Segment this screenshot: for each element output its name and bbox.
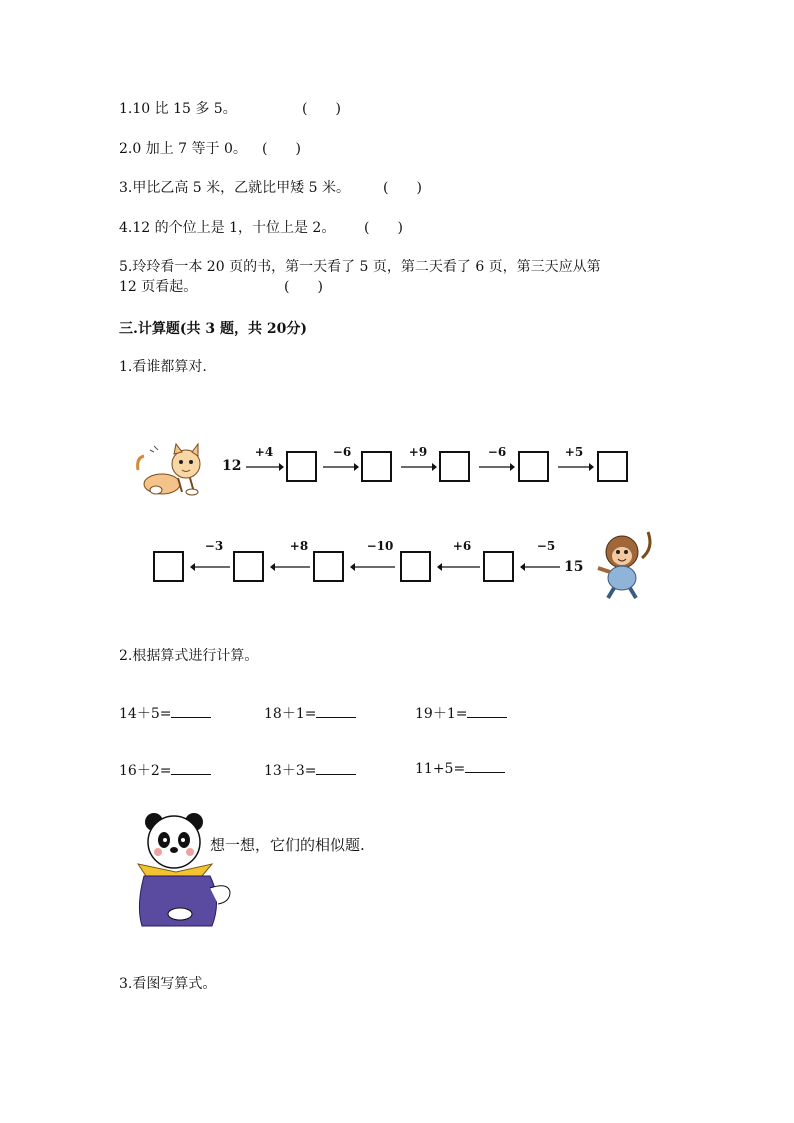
chain1-op: +9 <box>408 445 428 459</box>
question-text: 3.甲比乙高 5 米，乙就比甲矮 5 米。 <box>119 180 350 196</box>
chain2-op: +6 <box>452 539 472 553</box>
chain1-start: 12 <box>222 458 242 474</box>
panda-illustration <box>132 810 242 932</box>
question-1-title: 1.看谁都算对. <box>119 359 207 375</box>
question-text: 1.10 比 15 多 5。 <box>119 101 237 117</box>
chain1-op: +5 <box>564 445 584 459</box>
right-arrow-icon <box>246 462 284 472</box>
chain1-op: −6 <box>487 445 507 459</box>
answer-paren[interactable]: ( ) <box>262 141 301 157</box>
panda-speech: 想一想，它们的相似题. <box>210 836 365 854</box>
question-3-title: 3.看图写算式。 <box>119 976 217 992</box>
cat-illustration <box>134 440 214 500</box>
answer-box[interactable] <box>400 551 431 582</box>
chain1-op: +4 <box>254 445 274 459</box>
judgement-q3 <box>119 177 350 197</box>
left-arrow-icon <box>437 562 480 572</box>
chain2-start: 15 <box>564 559 584 575</box>
equation-text: 18＋1= <box>264 706 317 722</box>
equation-text: 16＋2= <box>119 763 172 779</box>
question-text: 2.0 加上 7 等于 0。 <box>119 141 247 157</box>
answer-box[interactable] <box>483 551 514 582</box>
equation-text: 19＋1= <box>415 706 468 722</box>
answer-blank[interactable] <box>467 705 507 718</box>
left-arrow-icon <box>270 562 310 572</box>
equation <box>415 760 505 777</box>
equation <box>119 760 211 780</box>
question-text: 12 页看起。 <box>119 279 198 295</box>
left-arrow-icon <box>520 562 560 572</box>
chain1-op: −6 <box>332 445 352 459</box>
answer-blank[interactable] <box>465 760 505 773</box>
equation <box>264 703 356 723</box>
judgement-q5-line2 <box>119 276 197 296</box>
answer-box[interactable] <box>233 551 264 582</box>
judgement-q5 <box>119 256 601 276</box>
left-arrow-icon <box>350 562 395 572</box>
answer-box[interactable] <box>597 451 628 482</box>
question-text: 4.12 的个位上是 1，十位上是 2。 <box>119 220 336 236</box>
question-2-title: 2.根据算式进行计算。 <box>119 648 259 664</box>
equation <box>264 760 356 780</box>
chain2-op: −10 <box>366 539 394 553</box>
answer-blank[interactable] <box>316 762 356 775</box>
answer-box[interactable] <box>153 551 184 582</box>
answer-box[interactable] <box>361 451 392 482</box>
left-arrow-icon <box>190 562 230 572</box>
judgement-q4 <box>119 217 335 237</box>
answer-blank[interactable] <box>316 705 356 718</box>
answer-blank[interactable] <box>171 762 211 775</box>
equation <box>119 703 211 723</box>
chain2-op: −3 <box>204 539 224 553</box>
equation-text: 14＋5= <box>119 706 172 722</box>
monkey-illustration <box>592 528 656 600</box>
answer-blank[interactable] <box>171 705 211 718</box>
question-text: 5.玲玲看一本 20 页的书，第一天看了 5 页，第二天看了 6 页，第三天应从第 <box>119 259 601 275</box>
judgement-q2 <box>119 138 247 158</box>
equation-text: 13＋3= <box>264 763 317 779</box>
answer-box[interactable] <box>439 451 470 482</box>
chain2-op: −5 <box>536 539 556 553</box>
chain2-op: +8 <box>289 539 309 553</box>
right-arrow-icon <box>479 462 515 472</box>
answer-box[interactable] <box>286 451 317 482</box>
answer-box[interactable] <box>313 551 344 582</box>
right-arrow-icon <box>401 462 437 472</box>
answer-paren[interactable]: ( ) <box>383 180 422 196</box>
answer-paren[interactable]: ( ) <box>364 220 403 236</box>
section-title: 三.计算题(共 3 题，共 20分) <box>119 321 307 337</box>
answer-paren[interactable]: ( ) <box>302 101 341 117</box>
right-arrow-icon <box>323 462 359 472</box>
right-arrow-icon <box>558 462 594 472</box>
equation-text: 11+5= <box>415 761 466 777</box>
judgement-q1 <box>119 98 237 118</box>
equation <box>415 703 507 723</box>
answer-box[interactable] <box>518 451 549 482</box>
answer-paren[interactable]: ( ) <box>284 279 323 295</box>
